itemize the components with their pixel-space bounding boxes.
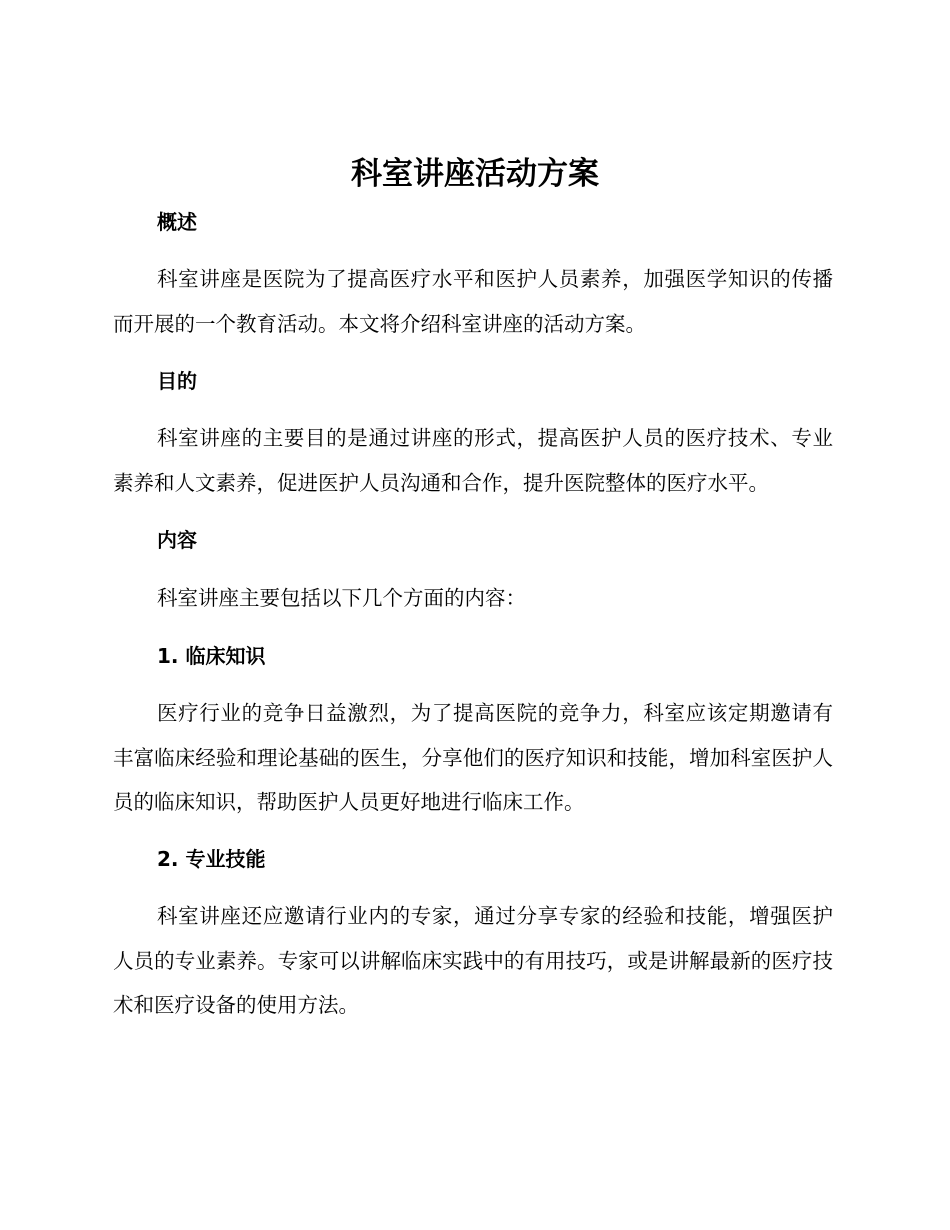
- section-paragraph-purpose: 科室讲座的主要目的是通过讲座的形式，提高医护人员的医疗技术、专业素养和人文素养，促进医护人员沟通和合作，提升医院整体的医疗水平。: [113, 426, 833, 495]
- section-paragraph-overview: 科室讲座是医院为了提高医疗水平和医护人员素养，加强医学知识的传播而开展的一个教育活动。本文将介绍科室讲座的活动方案。: [113, 267, 833, 336]
- section-heading-content: 内容: [157, 528, 197, 552]
- section-heading-clinical-knowledge: 1. 临床知识: [157, 644, 266, 668]
- section-paragraph-content: 科室讲座主要包括以下几个方面的内容：: [157, 586, 526, 610]
- section-heading-purpose: 目的: [157, 369, 197, 393]
- section-paragraph-professional-skills: 科室讲座还应邀请行业内的专家，通过分享专家的经验和技能，增强医护人员的专业素养。专家可以讲解临床实践中的有用技巧，或是讲解最新的医疗技术和医疗设备的使用方法。: [113, 904, 833, 1018]
- document-title: 科室讲座活动方案: [351, 156, 599, 192]
- section-paragraph-clinical-knowledge: 医疗行业的竞争日益激烈，为了提高医院的竞争力，科室应该定期邀请有丰富临床经验和理论基础的医生，分享他们的医疗知识和技能，增加科室医护人员的临床知识，帮助医护人员更好地进行临床工作。: [113, 701, 833, 815]
- section-heading-overview: 概述: [157, 210, 197, 234]
- section-heading-professional-skills: 2. 专业技能: [157, 847, 266, 871]
